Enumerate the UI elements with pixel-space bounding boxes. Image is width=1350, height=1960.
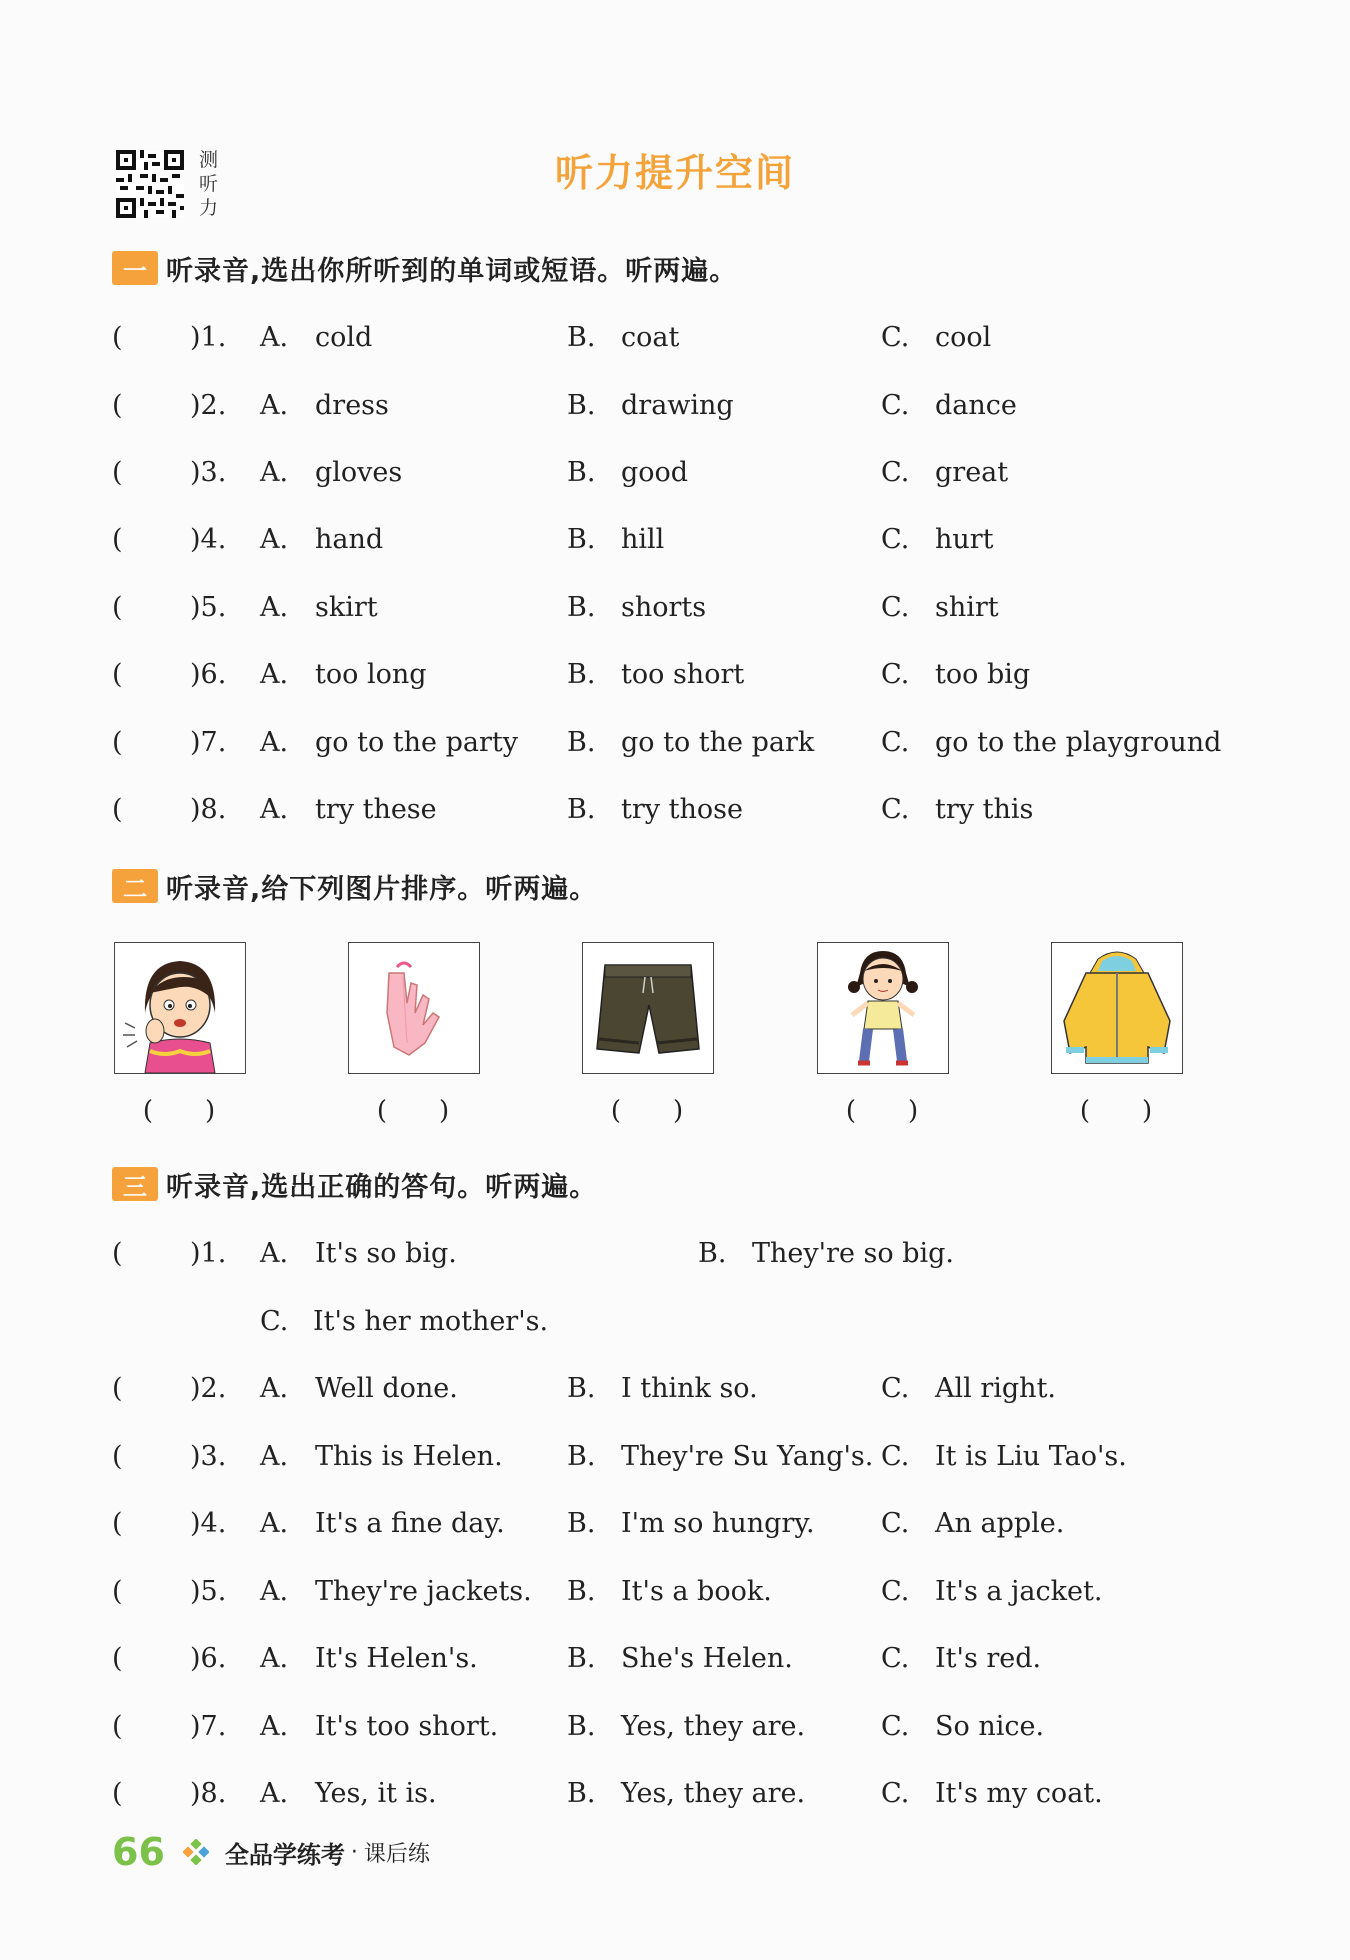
question-number: )8. [190,794,227,825]
option-label: A. [260,1508,289,1539]
option-text: hurt [935,524,994,555]
question-number: )2. [190,1373,227,1404]
footer-subtitle: 课后练 [363,1841,430,1867]
answer-blank[interactable]: ( ) [142,1096,216,1126]
option-text: Yes, they are. [621,1711,806,1742]
section-badge: 一 [112,251,158,285]
option-text: dress [315,390,389,421]
option-label: C. [881,659,910,690]
option-text: hand [315,524,384,555]
section-3-header [112,1166,597,1202]
footer-dot: · [350,1839,358,1865]
answer-paren[interactable]: ( [112,524,123,555]
option-label: C. [881,1778,910,1809]
option-label: A. [260,1778,289,1809]
option-text: It's her mother's. [313,1306,549,1337]
answer-paren[interactable]: ( [112,322,123,353]
section-badge: 三 [112,1167,158,1201]
question-row [0,1711,1350,1751]
option-label: B. [567,457,596,488]
question-number: )3. [190,1441,227,1472]
option-text: Yes, it is. [315,1778,437,1809]
question-number: )8. [190,1778,227,1809]
answer-blank[interactable]: ( ) [1079,1096,1153,1126]
option-text: They're so big. [752,1238,954,1269]
question-number: )1. [190,322,227,353]
question-number: )6. [190,1643,227,1674]
option-text: cool [935,322,992,353]
option-label: B. [567,1508,596,1539]
option-text: This is Helen. [315,1441,503,1472]
question-number: )4. [190,524,227,555]
option-text: I'm so hungry. [621,1508,815,1539]
option-text: try these [315,794,437,825]
option-label: B. [567,1643,596,1674]
option-text: Well done. [315,1373,458,1404]
option-label: A. [260,1576,289,1607]
answer-paren[interactable]: ( [112,1576,123,1607]
option-label: C. [881,794,910,825]
question-number: )1. [190,1238,227,1269]
girl-cold-icon [115,943,245,1073]
option-text: I think so. [621,1373,758,1404]
picture-girl-cold [114,942,246,1074]
option-text: So nice. [935,1711,1045,1742]
option-text: It's a fine day. [315,1508,505,1539]
question-row [0,1508,1350,1548]
shorts-icon [583,943,713,1073]
section-instruction: 听录音,给下列图片排序。听两遍。 [166,873,598,905]
question-row [0,1643,1350,1683]
option-text: go to the park [621,727,815,758]
question-row-continued [0,1306,1350,1346]
option-label: A. [260,592,289,623]
question-number: )2. [190,390,227,421]
question-number: )5. [190,1576,227,1607]
option-text: drawing [621,390,734,421]
question-number: )5. [190,592,227,623]
option-text: They're jackets. [315,1576,532,1607]
option-label: C. [881,1643,910,1674]
option-text: good [621,457,689,488]
option-label: A. [260,322,289,353]
page-footer [112,1830,430,1874]
option-text: go to the party [315,727,519,758]
answer-blank[interactable]: ( ) [610,1096,684,1126]
option-label: B. [567,1441,596,1472]
option-label: A. [260,1711,289,1742]
option-label: A. [260,390,289,421]
question-row [0,659,1350,699]
answer-paren[interactable]: ( [112,1238,123,1269]
answer-paren[interactable]: ( [112,390,123,421]
picture-jacket [1051,942,1183,1074]
question-row [0,1373,1350,1413]
option-text: gloves [315,457,403,488]
option-label: B. [567,1373,596,1404]
option-label: B. [567,322,596,353]
option-text: try those [621,794,743,825]
question-row [0,322,1350,362]
question-row [0,1238,1350,1278]
option-label: A. [260,457,289,488]
option-label: B. [567,1711,596,1742]
question-row [0,727,1350,767]
question-number: )3. [190,457,227,488]
answer-paren[interactable]: ( [112,1508,123,1539]
option-text: It's Helen's. [315,1643,478,1674]
answer-blank[interactable]: ( ) [376,1096,450,1126]
answer-paren[interactable]: ( [112,794,123,825]
option-label: C. [881,592,910,623]
option-text: It's too short. [315,1711,499,1742]
option-label: C. [881,322,910,353]
option-text: It's red. [935,1643,1042,1674]
option-text: All right. [935,1373,1056,1404]
answer-paren[interactable]: ( [112,1778,123,1809]
option-text: too big [935,659,1031,690]
diamond-logo-icon [183,1839,209,1865]
question-row [0,794,1350,834]
option-text: It's a jacket. [935,1576,1103,1607]
option-text: great [935,457,1009,488]
option-label: C. [881,457,910,488]
girl-icon [818,943,948,1073]
section-instruction: 听录音,选出你所听到的单词或短语。听两遍。 [166,255,738,287]
qr-label: 测 听 力 [199,149,219,219]
option-text: It's a book. [621,1576,772,1607]
option-label: A. [260,1373,289,1404]
option-text: She's Helen. [621,1643,793,1674]
option-label: A. [260,1643,289,1674]
page-title: 听力提升空间 [554,151,795,195]
answer-paren[interactable]: ( [112,727,123,758]
brand-name: 全品学练考 [224,1840,345,1869]
option-label: B. [567,390,596,421]
picture-row [0,942,1350,1092]
option-label: B. [567,592,596,623]
option-text: dance [935,390,1017,421]
section-instruction: 听录音,选出正确的答句。听两遍。 [166,1171,598,1203]
picture-girl [817,942,949,1074]
option-text: too short [621,659,745,690]
option-label: B. [567,1778,596,1809]
picture-gloves [348,942,480,1074]
option-label: A. [260,1238,289,1269]
picture-shorts [582,942,714,1074]
option-text: go to the playground [935,727,1222,758]
question-row [0,1441,1350,1481]
jacket-icon [1052,943,1182,1073]
option-text: coat [621,322,680,353]
option-label: C. [881,1441,910,1472]
option-label: A. [260,524,289,555]
question-row [0,592,1350,632]
answer-paren[interactable]: ( [112,1441,123,1472]
option-text: It's so big. [315,1238,457,1269]
option-text: It is Liu Tao's. [935,1441,1127,1472]
answer-paren[interactable]: ( [112,1373,123,1404]
option-label: B. [567,794,596,825]
option-text: hill [621,524,665,555]
option-text: too long [315,659,427,690]
answer-paren[interactable]: ( [112,457,123,488]
answer-paren[interactable]: ( [112,1711,123,1742]
option-label: C. [881,1711,910,1742]
question-row [0,1778,1350,1818]
option-text: shorts [621,592,707,623]
question-row [0,524,1350,564]
option-label: A. [260,727,289,758]
option-label: B. [698,1238,727,1269]
option-text: skirt [315,592,378,623]
answer-paren[interactable]: ( [112,592,123,623]
question-number: )7. [190,727,227,758]
option-text: Yes, they are. [621,1778,806,1809]
question-row [0,457,1350,497]
option-label: B. [567,659,596,690]
option-label: A. [260,1441,289,1472]
section-badge: 二 [112,869,158,903]
option-text: cold [315,322,373,353]
option-label: C. [881,524,910,555]
option-label: C. [881,1508,910,1539]
option-text: They're Su Yang's. [621,1441,874,1472]
option-label: B. [567,727,596,758]
option-label: B. [567,1576,596,1607]
option-label: C. [260,1306,289,1337]
option-label: C. [881,727,910,758]
option-label: C. [881,390,910,421]
answer-paren[interactable]: ( [112,659,123,690]
gloves-icon [349,943,479,1073]
question-number: )6. [190,659,227,690]
option-label: A. [260,794,289,825]
section-2-header [112,868,597,904]
question-row [0,1576,1350,1616]
question-number: )7. [190,1711,227,1742]
question-row [0,390,1350,430]
option-label: B. [567,524,596,555]
option-text: shirt [935,592,999,623]
option-label: C. [881,1576,910,1607]
option-text: An apple. [935,1508,1065,1539]
option-label: C. [881,1373,910,1404]
option-label: A. [260,659,289,690]
answer-blank[interactable]: ( ) [845,1096,919,1126]
option-text: try this [935,794,1034,825]
answer-paren[interactable]: ( [112,1643,123,1674]
page-number: 66 [112,1830,165,1874]
question-number: )4. [190,1508,227,1539]
section-1-header [112,250,737,286]
option-text: It's my coat. [935,1778,1103,1809]
